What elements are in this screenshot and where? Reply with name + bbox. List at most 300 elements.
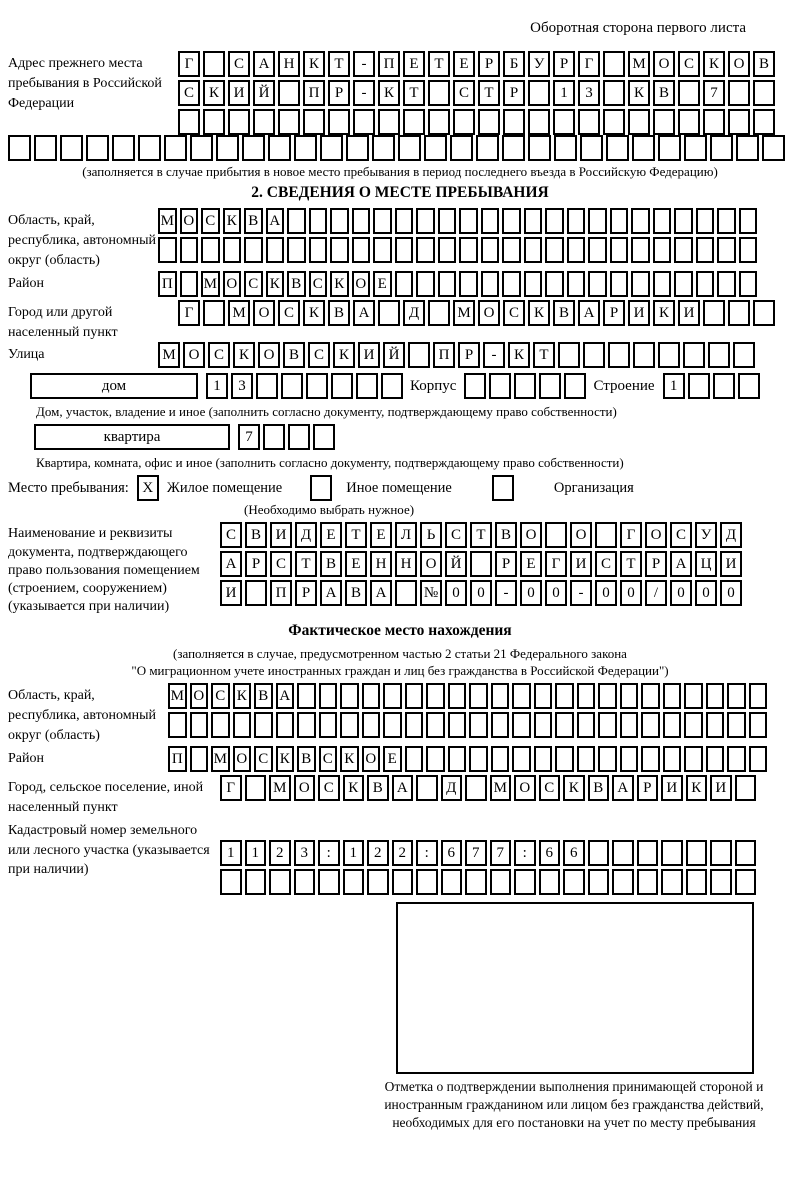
- char-cell[interactable]: [294, 135, 317, 161]
- char-cell[interactable]: [489, 373, 511, 399]
- char-cell[interactable]: 0: [720, 580, 742, 606]
- char-cell[interactable]: [653, 237, 672, 263]
- char-cell[interactable]: -: [353, 51, 375, 77]
- checkbox-residential-premises[interactable]: X: [137, 475, 159, 501]
- char-cell[interactable]: Б: [503, 51, 525, 77]
- char-cell[interactable]: [684, 746, 703, 772]
- char-cell[interactable]: [749, 683, 768, 709]
- char-cell[interactable]: [356, 373, 378, 399]
- char-cell[interactable]: А: [253, 51, 275, 77]
- char-cell[interactable]: А: [578, 300, 600, 326]
- char-cell[interactable]: [245, 580, 267, 606]
- char-cell[interactable]: С: [228, 51, 250, 77]
- char-cell[interactable]: [416, 208, 435, 234]
- char-cell[interactable]: [469, 712, 488, 738]
- char-cell[interactable]: [683, 342, 705, 368]
- char-cell[interactable]: К: [303, 300, 325, 326]
- char-cell[interactable]: [395, 237, 414, 263]
- char-cell[interactable]: С: [244, 271, 263, 297]
- char-cell[interactable]: [563, 869, 585, 895]
- char-cell[interactable]: О: [352, 271, 371, 297]
- char-cell[interactable]: 2: [392, 840, 414, 866]
- char-cell[interactable]: [524, 237, 543, 263]
- char-cell[interactable]: [438, 271, 457, 297]
- char-cell[interactable]: Р: [458, 342, 480, 368]
- char-cell[interactable]: П: [433, 342, 455, 368]
- char-cell[interactable]: [753, 80, 775, 106]
- char-cell[interactable]: [268, 135, 291, 161]
- char-cell[interactable]: [631, 271, 650, 297]
- char-cell[interactable]: В: [345, 580, 367, 606]
- char-cell[interactable]: О: [190, 683, 209, 709]
- char-cell[interactable]: А: [353, 300, 375, 326]
- char-cell[interactable]: [661, 840, 683, 866]
- char-cell[interactable]: В: [287, 271, 306, 297]
- char-cell[interactable]: К: [343, 775, 365, 801]
- char-cell[interactable]: [706, 683, 725, 709]
- char-cell[interactable]: [428, 300, 450, 326]
- char-cell[interactable]: [403, 109, 425, 135]
- char-cell[interactable]: К: [233, 683, 252, 709]
- char-cell[interactable]: 3: [294, 840, 316, 866]
- char-cell[interactable]: [180, 271, 199, 297]
- char-cell[interactable]: [733, 342, 755, 368]
- char-cell[interactable]: [528, 80, 550, 106]
- char-cell[interactable]: [405, 746, 424, 772]
- char-cell[interactable]: Ь: [420, 522, 442, 548]
- char-cell[interactable]: [553, 109, 575, 135]
- char-cell[interactable]: Т: [470, 522, 492, 548]
- char-cell[interactable]: [577, 712, 596, 738]
- char-cell[interactable]: [678, 109, 700, 135]
- char-cell[interactable]: [362, 712, 381, 738]
- char-cell[interactable]: [340, 712, 359, 738]
- char-cell[interactable]: И: [661, 775, 683, 801]
- char-cell[interactable]: [319, 683, 338, 709]
- char-cell[interactable]: [603, 51, 625, 77]
- char-cell[interactable]: К: [628, 80, 650, 106]
- char-cell[interactable]: 0: [470, 580, 492, 606]
- char-cell[interactable]: [703, 109, 725, 135]
- char-cell[interactable]: К: [528, 300, 550, 326]
- char-cell[interactable]: [545, 271, 564, 297]
- char-cell[interactable]: [476, 135, 499, 161]
- char-cell[interactable]: [688, 373, 710, 399]
- char-cell[interactable]: [577, 746, 596, 772]
- char-cell[interactable]: [555, 746, 574, 772]
- char-cell[interactable]: Г: [178, 51, 200, 77]
- char-cell[interactable]: [470, 551, 492, 577]
- char-cell[interactable]: С: [308, 342, 330, 368]
- char-cell[interactable]: [491, 683, 510, 709]
- char-cell[interactable]: [641, 746, 660, 772]
- char-cell[interactable]: [514, 373, 536, 399]
- char-cell[interactable]: [469, 746, 488, 772]
- char-cell[interactable]: [762, 135, 785, 161]
- char-cell[interactable]: Д: [295, 522, 317, 548]
- char-cell[interactable]: [598, 712, 617, 738]
- char-cell[interactable]: К: [223, 208, 242, 234]
- char-cell[interactable]: 0: [595, 580, 617, 606]
- char-cell[interactable]: Г: [620, 522, 642, 548]
- char-cell[interactable]: [405, 683, 424, 709]
- char-cell[interactable]: [595, 522, 617, 548]
- char-cell[interactable]: [603, 109, 625, 135]
- char-cell[interactable]: А: [266, 208, 285, 234]
- char-cell[interactable]: Е: [370, 522, 392, 548]
- char-cell[interactable]: [405, 712, 424, 738]
- char-cell[interactable]: Т: [403, 80, 425, 106]
- char-cell[interactable]: О: [223, 271, 242, 297]
- char-cell[interactable]: А: [370, 580, 392, 606]
- char-cell[interactable]: [465, 775, 487, 801]
- char-cell[interactable]: М: [490, 775, 512, 801]
- char-cell[interactable]: Е: [345, 551, 367, 577]
- char-cell[interactable]: В: [254, 683, 273, 709]
- char-cell[interactable]: [631, 237, 650, 263]
- char-cell[interactable]: [481, 208, 500, 234]
- char-cell[interactable]: П: [168, 746, 187, 772]
- char-cell[interactable]: [608, 342, 630, 368]
- char-cell[interactable]: [278, 80, 300, 106]
- char-cell[interactable]: [696, 271, 715, 297]
- char-cell[interactable]: :: [514, 840, 536, 866]
- char-cell[interactable]: О: [258, 342, 280, 368]
- char-cell[interactable]: [330, 237, 349, 263]
- char-cell[interactable]: [658, 135, 681, 161]
- char-cell[interactable]: [632, 135, 655, 161]
- char-cell[interactable]: [330, 208, 349, 234]
- char-cell[interactable]: /: [645, 580, 667, 606]
- char-cell[interactable]: [86, 135, 109, 161]
- char-cell[interactable]: [228, 109, 250, 135]
- char-cell[interactable]: 2: [367, 840, 389, 866]
- char-cell[interactable]: А: [220, 551, 242, 577]
- char-cell[interactable]: 0: [670, 580, 692, 606]
- char-cell[interactable]: [706, 746, 725, 772]
- char-cell[interactable]: О: [728, 51, 750, 77]
- char-cell[interactable]: [203, 109, 225, 135]
- char-cell[interactable]: [588, 237, 607, 263]
- char-cell[interactable]: [588, 208, 607, 234]
- char-cell[interactable]: С: [178, 80, 200, 106]
- char-cell[interactable]: [753, 300, 775, 326]
- char-cell[interactable]: [580, 135, 603, 161]
- char-cell[interactable]: П: [303, 80, 325, 106]
- char-cell[interactable]: Р: [495, 551, 517, 577]
- char-cell[interactable]: [653, 271, 672, 297]
- char-cell[interactable]: [459, 271, 478, 297]
- char-cell[interactable]: [448, 746, 467, 772]
- char-cell[interactable]: [610, 237, 629, 263]
- char-cell[interactable]: [502, 135, 525, 161]
- char-cell[interactable]: К: [330, 271, 349, 297]
- char-cell[interactable]: 1: [245, 840, 267, 866]
- char-cell[interactable]: А: [320, 580, 342, 606]
- char-cell[interactable]: А: [392, 775, 414, 801]
- char-cell[interactable]: [216, 135, 239, 161]
- char-cell[interactable]: В: [367, 775, 389, 801]
- char-cell[interactable]: Т: [478, 80, 500, 106]
- char-cell[interactable]: [395, 580, 417, 606]
- char-cell[interactable]: [727, 746, 746, 772]
- char-cell[interactable]: [727, 683, 746, 709]
- char-cell[interactable]: [534, 746, 553, 772]
- char-cell[interactable]: [491, 746, 510, 772]
- char-cell[interactable]: М: [158, 208, 177, 234]
- char-cell[interactable]: [753, 109, 775, 135]
- char-cell[interactable]: Ц: [695, 551, 717, 577]
- char-cell[interactable]: [281, 373, 303, 399]
- char-cell[interactable]: [276, 712, 295, 738]
- char-cell[interactable]: С: [254, 746, 273, 772]
- char-cell[interactable]: [663, 712, 682, 738]
- char-cell[interactable]: Р: [553, 51, 575, 77]
- char-cell[interactable]: [739, 208, 758, 234]
- char-cell[interactable]: Й: [383, 342, 405, 368]
- char-cell[interactable]: М: [168, 683, 187, 709]
- char-cell[interactable]: [738, 373, 760, 399]
- char-cell[interactable]: [633, 342, 655, 368]
- char-cell[interactable]: [684, 712, 703, 738]
- char-cell[interactable]: [578, 109, 600, 135]
- char-cell[interactable]: [658, 342, 680, 368]
- char-cell[interactable]: [426, 746, 445, 772]
- char-cell[interactable]: М: [211, 746, 230, 772]
- char-cell[interactable]: [426, 712, 445, 738]
- char-cell[interactable]: [428, 80, 450, 106]
- char-cell[interactable]: 3: [578, 80, 600, 106]
- char-cell[interactable]: М: [158, 342, 180, 368]
- char-cell[interactable]: Е: [453, 51, 475, 77]
- char-cell[interactable]: [717, 271, 736, 297]
- char-cell[interactable]: М: [228, 300, 250, 326]
- char-cell[interactable]: [287, 208, 306, 234]
- char-cell[interactable]: [294, 869, 316, 895]
- char-cell[interactable]: [728, 80, 750, 106]
- char-cell[interactable]: 6: [563, 840, 585, 866]
- char-cell[interactable]: [739, 237, 758, 263]
- char-cell[interactable]: О: [570, 522, 592, 548]
- char-cell[interactable]: [686, 869, 708, 895]
- char-cell[interactable]: [416, 775, 438, 801]
- char-cell[interactable]: Т: [428, 51, 450, 77]
- char-cell[interactable]: С: [278, 300, 300, 326]
- char-cell[interactable]: [567, 237, 586, 263]
- char-cell[interactable]: 7: [703, 80, 725, 106]
- char-cell[interactable]: 0: [620, 580, 642, 606]
- char-cell[interactable]: [735, 775, 757, 801]
- char-cell[interactable]: [539, 373, 561, 399]
- char-cell[interactable]: Д: [403, 300, 425, 326]
- char-cell[interactable]: [588, 869, 610, 895]
- checkbox-other-premises[interactable]: [310, 475, 332, 501]
- char-cell[interactable]: [717, 208, 736, 234]
- char-cell[interactable]: [469, 683, 488, 709]
- char-cell[interactable]: 1: [206, 373, 228, 399]
- char-cell[interactable]: [661, 869, 683, 895]
- char-cell[interactable]: В: [588, 775, 610, 801]
- char-cell[interactable]: [684, 135, 707, 161]
- char-cell[interactable]: С: [309, 271, 328, 297]
- char-cell[interactable]: [598, 746, 617, 772]
- char-cell[interactable]: П: [378, 51, 400, 77]
- char-cell[interactable]: [438, 237, 457, 263]
- char-cell[interactable]: [438, 208, 457, 234]
- char-cell[interactable]: С: [211, 683, 230, 709]
- char-cell[interactable]: [352, 208, 371, 234]
- char-cell[interactable]: 0: [520, 580, 542, 606]
- char-cell[interactable]: Д: [441, 775, 463, 801]
- char-cell[interactable]: Е: [403, 51, 425, 77]
- char-cell[interactable]: И: [358, 342, 380, 368]
- char-cell[interactable]: [588, 271, 607, 297]
- char-cell[interactable]: [514, 869, 536, 895]
- char-cell[interactable]: 7: [465, 840, 487, 866]
- char-cell[interactable]: [710, 135, 733, 161]
- char-cell[interactable]: Г: [545, 551, 567, 577]
- char-cell[interactable]: [180, 237, 199, 263]
- char-cell[interactable]: А: [612, 775, 634, 801]
- char-cell[interactable]: [373, 237, 392, 263]
- char-cell[interactable]: О: [183, 342, 205, 368]
- char-cell[interactable]: Е: [320, 522, 342, 548]
- char-cell[interactable]: Й: [445, 551, 467, 577]
- char-cell[interactable]: [478, 109, 500, 135]
- char-cell[interactable]: С: [595, 551, 617, 577]
- char-cell[interactable]: [464, 373, 486, 399]
- char-cell[interactable]: С: [270, 551, 292, 577]
- char-cell[interactable]: [534, 712, 553, 738]
- char-cell[interactable]: [398, 135, 421, 161]
- char-cell[interactable]: [190, 712, 209, 738]
- char-cell[interactable]: [686, 840, 708, 866]
- char-cell[interactable]: [269, 869, 291, 895]
- char-cell[interactable]: У: [528, 51, 550, 77]
- char-cell[interactable]: [373, 208, 392, 234]
- char-cell[interactable]: [588, 840, 610, 866]
- char-cell[interactable]: [465, 869, 487, 895]
- char-cell[interactable]: В: [753, 51, 775, 77]
- char-cell[interactable]: [620, 712, 639, 738]
- char-cell[interactable]: К: [340, 746, 359, 772]
- char-cell[interactable]: [441, 869, 463, 895]
- char-cell[interactable]: [749, 746, 768, 772]
- char-cell[interactable]: [674, 271, 693, 297]
- char-cell[interactable]: В: [495, 522, 517, 548]
- char-cell[interactable]: И: [228, 80, 250, 106]
- char-cell[interactable]: Т: [345, 522, 367, 548]
- char-cell[interactable]: И: [270, 522, 292, 548]
- char-cell[interactable]: О: [514, 775, 536, 801]
- char-cell[interactable]: О: [645, 522, 667, 548]
- char-cell[interactable]: И: [720, 551, 742, 577]
- char-cell[interactable]: [367, 869, 389, 895]
- char-cell[interactable]: В: [245, 522, 267, 548]
- char-cell[interactable]: [653, 208, 672, 234]
- char-cell[interactable]: -: [353, 80, 375, 106]
- char-cell[interactable]: -: [483, 342, 505, 368]
- char-cell[interactable]: [287, 237, 306, 263]
- char-cell[interactable]: [481, 271, 500, 297]
- char-cell[interactable]: [534, 683, 553, 709]
- char-cell[interactable]: 6: [441, 840, 463, 866]
- char-cell[interactable]: Р: [603, 300, 625, 326]
- char-cell[interactable]: [112, 135, 135, 161]
- char-cell[interactable]: [164, 135, 187, 161]
- char-cell[interactable]: [203, 51, 225, 77]
- char-cell[interactable]: :: [416, 840, 438, 866]
- char-cell[interactable]: [320, 135, 343, 161]
- char-cell[interactable]: [318, 869, 340, 895]
- char-cell[interactable]: [245, 775, 267, 801]
- char-cell[interactable]: [378, 109, 400, 135]
- char-cell[interactable]: [138, 135, 161, 161]
- char-cell[interactable]: М: [628, 51, 650, 77]
- char-cell[interactable]: Г: [578, 51, 600, 77]
- char-cell[interactable]: В: [553, 300, 575, 326]
- char-cell[interactable]: [395, 208, 414, 234]
- char-cell[interactable]: [610, 208, 629, 234]
- char-cell[interactable]: [717, 237, 736, 263]
- char-cell[interactable]: [610, 271, 629, 297]
- char-cell[interactable]: [297, 683, 316, 709]
- char-cell[interactable]: [577, 683, 596, 709]
- char-cell[interactable]: Р: [637, 775, 659, 801]
- char-cell[interactable]: Р: [295, 580, 317, 606]
- char-cell[interactable]: :: [318, 840, 340, 866]
- char-cell[interactable]: К: [686, 775, 708, 801]
- char-cell[interactable]: [583, 342, 605, 368]
- char-cell[interactable]: [637, 869, 659, 895]
- char-cell[interactable]: [598, 683, 617, 709]
- char-cell[interactable]: С: [208, 342, 230, 368]
- char-cell[interactable]: [739, 271, 758, 297]
- char-cell[interactable]: С: [670, 522, 692, 548]
- char-cell[interactable]: [395, 271, 414, 297]
- char-cell[interactable]: 0: [545, 580, 567, 606]
- char-cell[interactable]: [728, 109, 750, 135]
- char-cell[interactable]: А: [276, 683, 295, 709]
- char-cell[interactable]: [448, 712, 467, 738]
- char-cell[interactable]: В: [653, 80, 675, 106]
- char-cell[interactable]: 0: [695, 580, 717, 606]
- char-cell[interactable]: [353, 109, 375, 135]
- char-cell[interactable]: О: [362, 746, 381, 772]
- char-cell[interactable]: [713, 373, 735, 399]
- char-cell[interactable]: [428, 109, 450, 135]
- char-cell[interactable]: [416, 271, 435, 297]
- char-cell[interactable]: [554, 135, 577, 161]
- char-cell[interactable]: А: [670, 551, 692, 577]
- char-cell[interactable]: И: [710, 775, 732, 801]
- char-cell[interactable]: Д: [720, 522, 742, 548]
- char-cell[interactable]: В: [244, 208, 263, 234]
- char-cell[interactable]: [612, 869, 634, 895]
- char-cell[interactable]: Н: [395, 551, 417, 577]
- char-cell[interactable]: [674, 237, 693, 263]
- char-cell[interactable]: И: [628, 300, 650, 326]
- char-cell[interactable]: Т: [533, 342, 555, 368]
- char-cell[interactable]: [564, 373, 586, 399]
- char-cell[interactable]: [641, 683, 660, 709]
- char-cell[interactable]: С: [201, 208, 220, 234]
- char-cell[interactable]: К: [233, 342, 255, 368]
- char-cell[interactable]: М: [453, 300, 475, 326]
- char-cell[interactable]: [362, 683, 381, 709]
- char-cell[interactable]: [620, 746, 639, 772]
- char-cell[interactable]: [343, 869, 365, 895]
